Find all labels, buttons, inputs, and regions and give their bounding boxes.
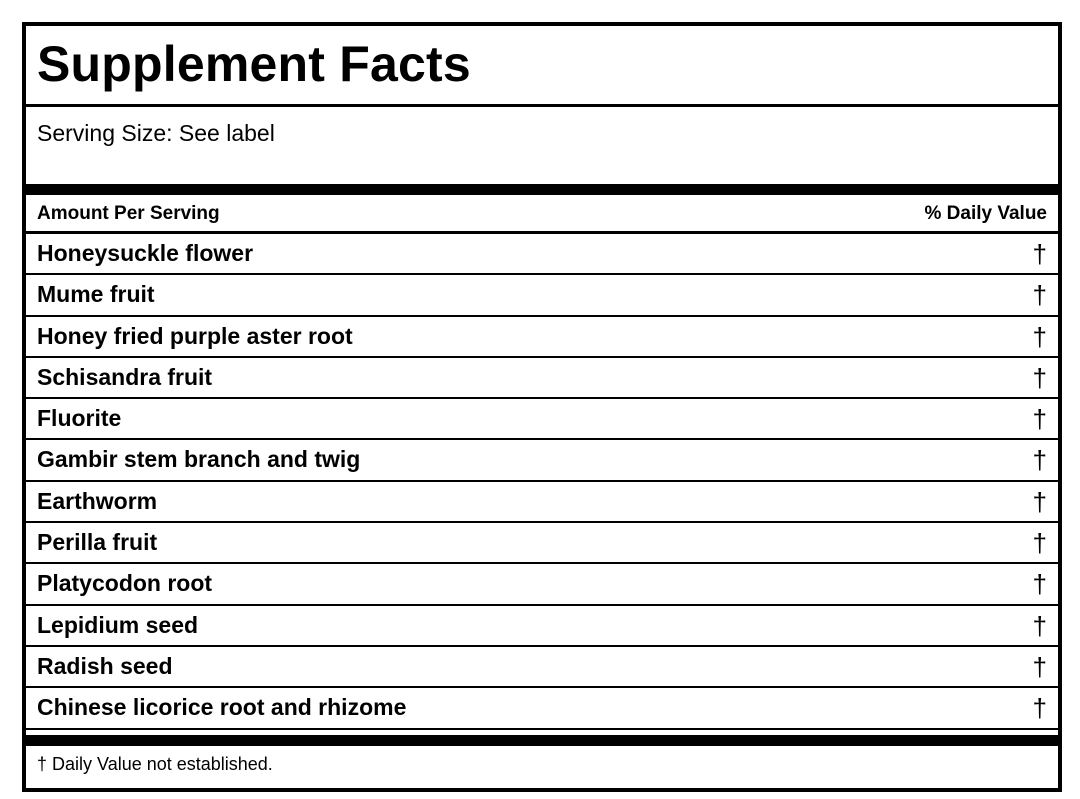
ingredient-row [26,317,1058,358]
serving-size: Serving Size: See label [37,120,275,146]
ingredient-daily-value: † [1032,321,1047,352]
ingredient-name: Radish seed [37,652,173,679]
ingredient-name: Schisandra fruit [37,363,213,390]
ingredient-row [26,440,1058,481]
ingredient-daily-value: † [1032,610,1047,641]
serving-size-box [26,107,1058,195]
ingredient-daily-value: † [1032,404,1047,435]
ingredient-row [26,234,1058,275]
ingredient-daily-value: † [1032,362,1047,393]
ingredient-daily-value: † [1032,239,1047,269]
amount-header-row [26,195,1058,234]
ingredient-row [26,523,1058,564]
ingredient-name: Earthworm [37,487,158,514]
ingredient-daily-value: † [1032,651,1047,682]
ingredient-row [26,399,1058,440]
ingredient-row [26,606,1058,647]
footnote: † Daily Value not established. [37,754,273,774]
ingredient-list [26,234,1058,730]
label-title: Supplement Facts [37,36,471,92]
ingredient-daily-value: † [1032,693,1047,724]
ingredient-name: Honey fried purple aster root [37,322,353,349]
ingredient-daily-value: † [1032,280,1047,311]
ingredient-name: Mume fruit [37,281,155,308]
ingredient-daily-value: † [1032,528,1047,559]
ingredient-daily-value: † [1032,569,1047,600]
ingredient-daily-value: † [1032,445,1047,476]
ingredient-name: Gambir stem branch and twig [37,446,361,473]
ingredient-name: Honeysuckle flower [37,240,254,266]
ingredient-row [26,647,1058,688]
ingredient-name: Chinese licorice root and rhizome [37,694,407,721]
ingredient-row [26,275,1058,316]
ingredient-row [26,688,1058,729]
ingredient-daily-value: † [1032,486,1047,517]
ingredient-row [26,564,1058,605]
daily-value-label: % Daily Value [924,203,1047,224]
ingredient-name: Fluorite [37,405,122,432]
amount-per-serving-label: Amount Per Serving [37,203,220,224]
thick-divider [26,735,1058,746]
supplement-facts-label [22,22,1062,792]
ingredient-row [26,482,1058,523]
ingredient-name: Lepidium seed [37,611,199,638]
ingredient-name: Perilla fruit [37,529,158,556]
ingredient-row [26,358,1058,399]
ingredient-name: Platycodon root [37,570,213,597]
title-box [26,26,1058,107]
